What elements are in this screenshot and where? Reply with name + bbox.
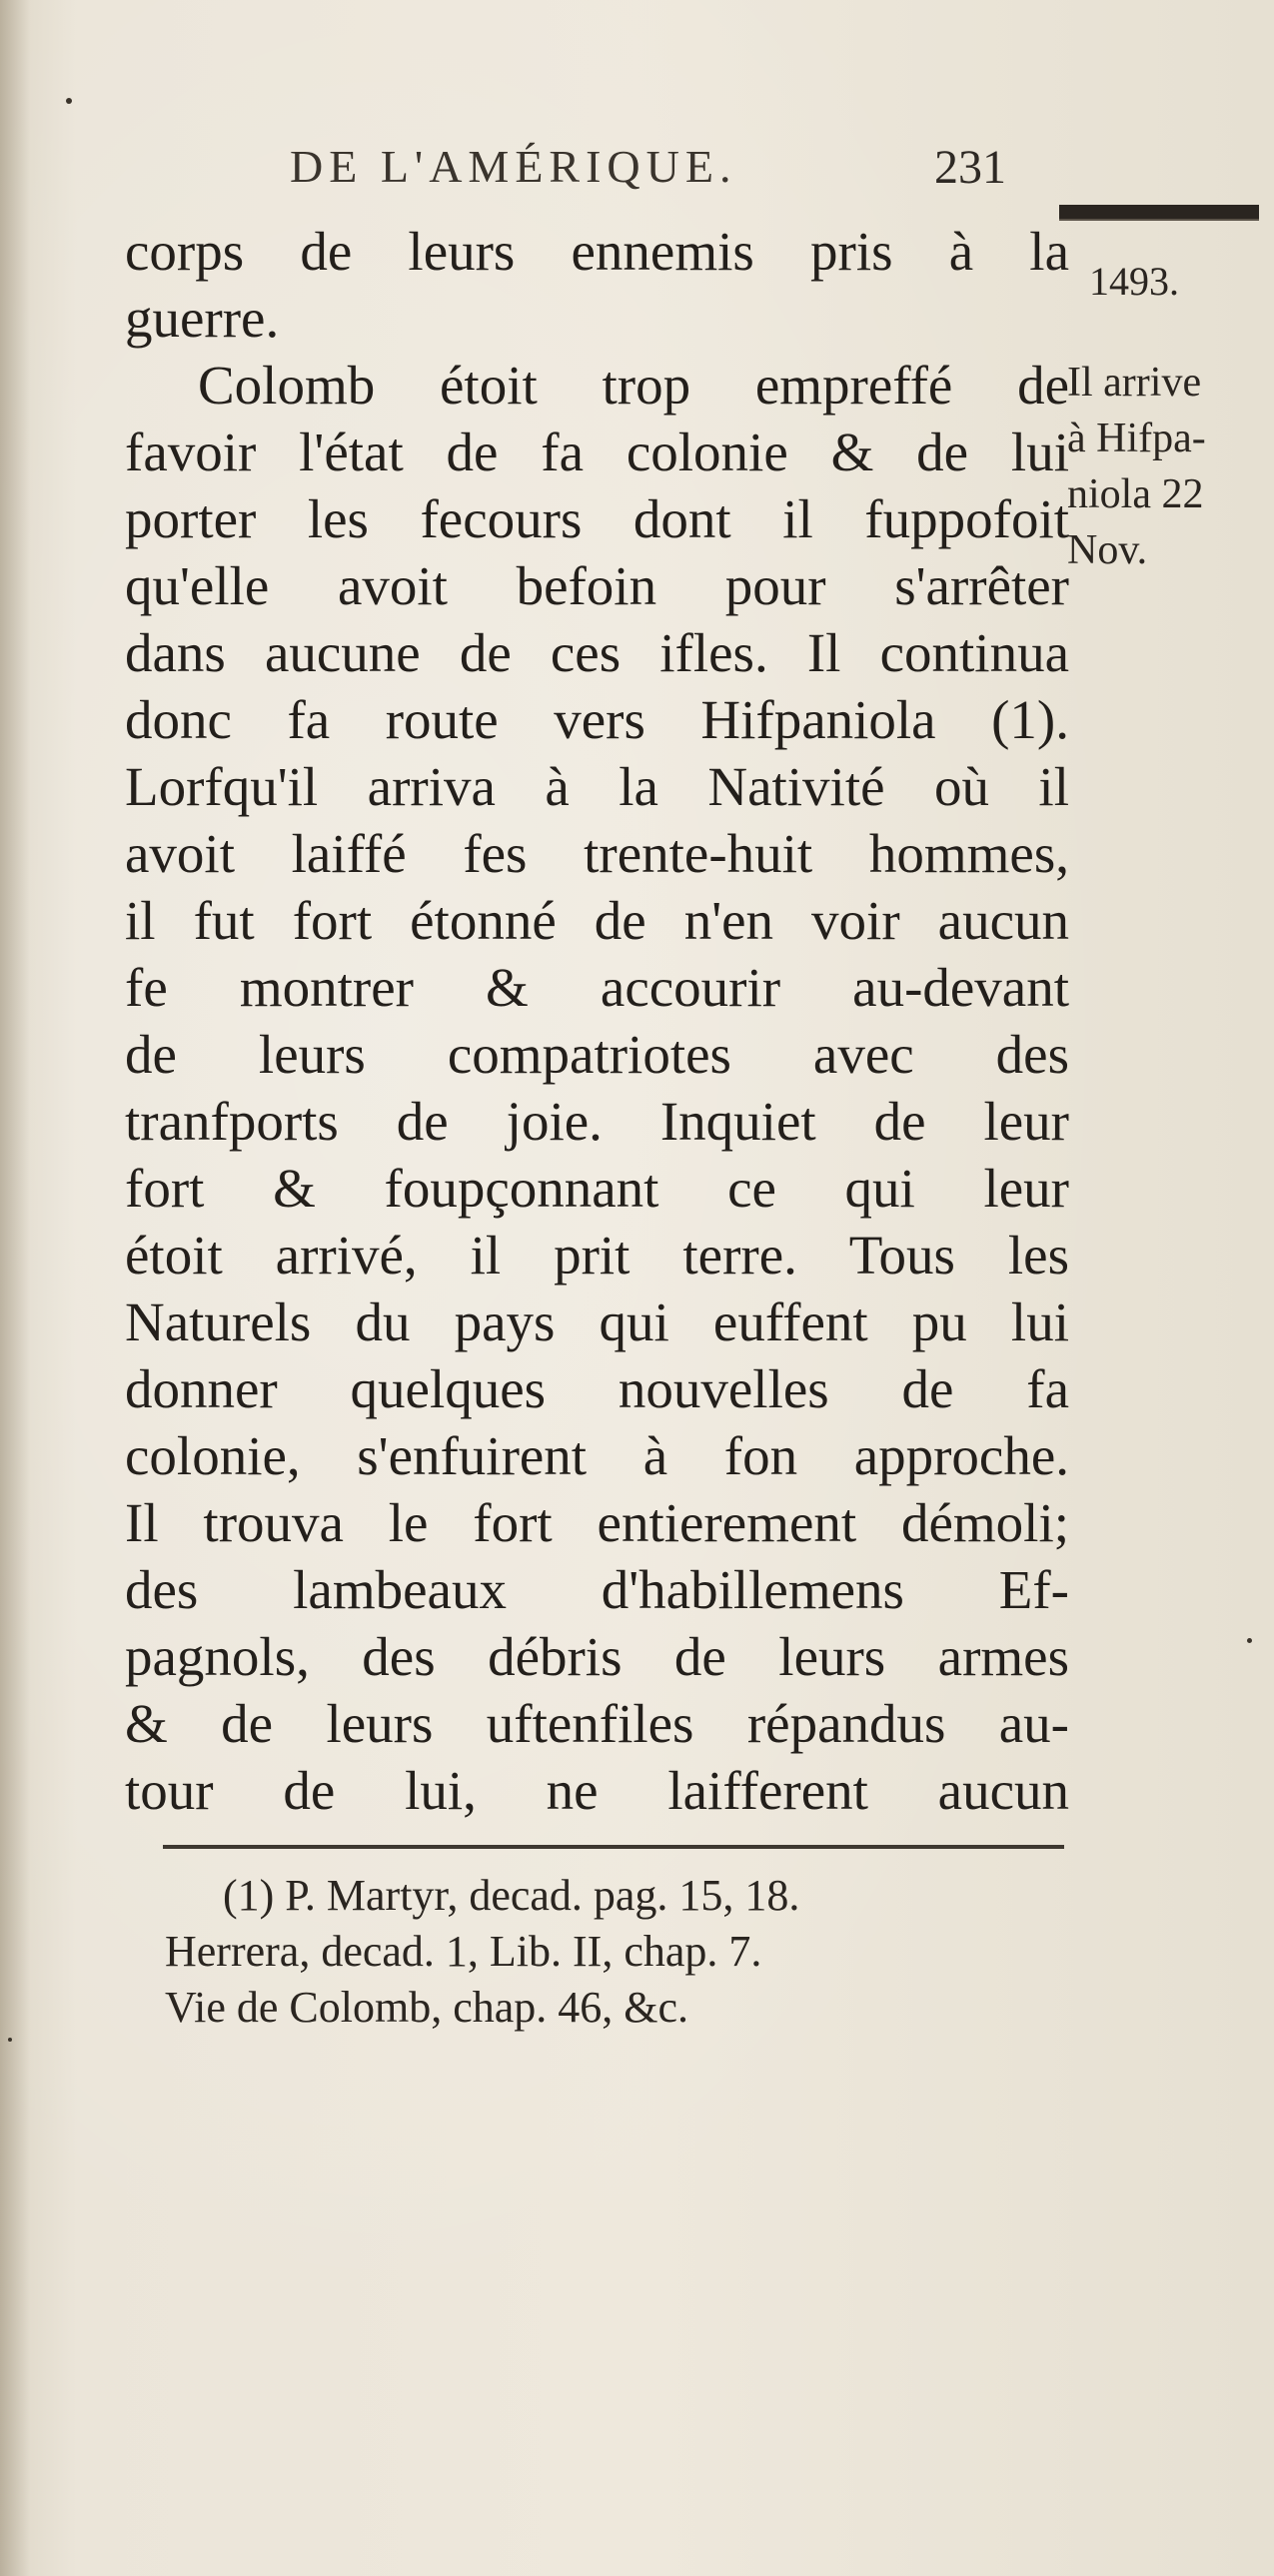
margin-note-line: Nov. [1067, 527, 1148, 573]
body-line: favoir l'état de fa colonie & de lui [125, 422, 1069, 482]
paper-speck [1247, 1638, 1252, 1643]
body-line: & de leurs uftenfiles répandus au- [125, 1693, 1069, 1754]
paper-speck [8, 2038, 12, 2042]
body-line: guerre. [125, 288, 280, 349]
page-gutter-shadow [0, 0, 30, 2576]
body-line: avoit laiffé fes trente-huit hommes, [125, 823, 1069, 884]
footnote-line: Vie de Colomb, chap. 46, &c. [165, 1983, 689, 2032]
body-line: de leurs compatriotes avec des [125, 1024, 1069, 1085]
body-line: Lorfqu'il arriva à la Nativité où il [125, 756, 1069, 817]
body-line: dans aucune de ces ifles. Il continua [125, 622, 1069, 683]
margin-year: 1493. [1089, 259, 1179, 304]
running-head: DE L'AMÉRIQUE. [290, 141, 737, 192]
body-line: colonie, s'enfuirent à fon approche. [125, 1425, 1069, 1486]
margin-note [1067, 355, 1267, 578]
page-header [290, 140, 1069, 200]
footnote-line: Herrera, decad. 1, Lib. II, chap. 7. [165, 1927, 762, 1976]
body-text [125, 218, 1069, 1824]
body-line: fe montrer & accourir au-devant [125, 957, 1069, 1018]
body-line: pagnols, des débris de leurs armes [125, 1626, 1069, 1687]
body-line: Naturels du pays qui euffent pu lui [125, 1291, 1069, 1352]
page-number: 231 [934, 141, 1006, 194]
body-line: Colomb étoit trop empreffé de [198, 355, 1069, 416]
margin-note-line: à Hifpa- [1067, 416, 1206, 461]
body-line: Il trouva le fort entierement démoli; [125, 1492, 1069, 1553]
body-line: qu'elle avoit befoin pour s'arrêter [125, 555, 1069, 616]
body-line: donc fa route vers Hifpaniola (1). [125, 689, 1069, 750]
body-line: des lambeaux d'habillemens Ef- [125, 1559, 1069, 1620]
body-line: fort & foupçonnant ce qui leur [125, 1158, 1069, 1219]
footnote-rule [163, 1845, 1064, 1849]
body-line: il fut fort étonné de n'en voir aucun [125, 890, 1069, 951]
paper-speck [66, 98, 72, 104]
body-line: tour de lui, ne laifferent aucun [125, 1760, 1069, 1821]
body-line: étoit arrivé, il prit terre. Tous les [125, 1225, 1069, 1286]
footnotes [165, 1868, 1074, 2036]
body-line: donner quelques nouvelles de fa [125, 1358, 1069, 1419]
margin-note-line: niola 22 [1067, 471, 1204, 517]
margin-rule [1059, 205, 1259, 221]
body-line: porter les fecours dont il fuppofoit [125, 488, 1069, 549]
body-line: tranfports de joie. Inquiet de leur [125, 1091, 1069, 1152]
footnote-line: (1) P. Martyr, decad. pag. 15, 18. [223, 1871, 800, 1920]
body-line: corps de leurs ennemis pris à la [125, 221, 1069, 282]
margin-note-line: Il arrive [1067, 360, 1202, 406]
